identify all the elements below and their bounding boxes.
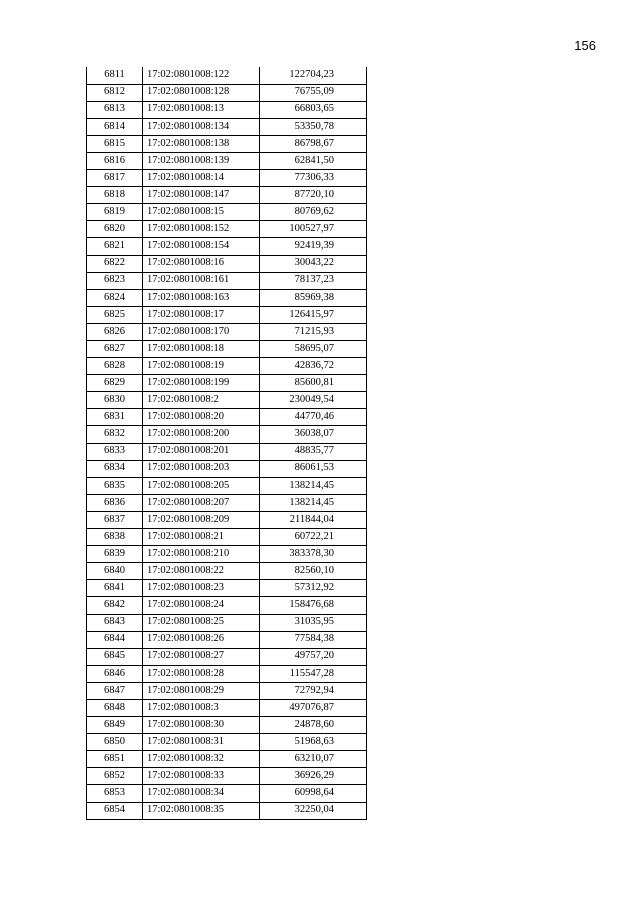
row-number-cell: 6830 [87, 392, 143, 409]
row-number-cell: 6836 [87, 494, 143, 511]
value-cell: 76755,09 [260, 84, 367, 101]
table-row [87, 221, 367, 238]
cadastral-number-cell: 17:02:0801008:21 [143, 529, 260, 546]
cadastral-number-cell: 17:02:0801008:18 [143, 341, 260, 358]
value-cell: 36926,29 [260, 768, 367, 785]
row-number-cell: 6842 [87, 597, 143, 614]
table-row [87, 734, 367, 751]
table-row [87, 187, 367, 204]
cadastral-number-cell: 17:02:0801008:134 [143, 118, 260, 135]
table-row [87, 699, 367, 716]
cadastral-number-cell: 17:02:0801008:199 [143, 375, 260, 392]
cadastral-number-cell: 17:02:0801008:152 [143, 221, 260, 238]
cadastral-number-cell: 17:02:0801008:207 [143, 494, 260, 511]
table-row [87, 494, 367, 511]
cadastral-number-cell: 17:02:0801008:26 [143, 631, 260, 648]
row-number-cell: 6813 [87, 101, 143, 118]
row-number-cell: 6820 [87, 221, 143, 238]
table-row [87, 392, 367, 409]
value-cell: 230049,54 [260, 392, 367, 409]
cadastral-number-cell: 17:02:0801008:13 [143, 101, 260, 118]
row-number-cell: 6819 [87, 204, 143, 221]
cadastral-number-cell: 17:02:0801008:16 [143, 255, 260, 272]
value-cell: 211844,04 [260, 511, 367, 528]
table-row [87, 306, 367, 323]
value-cell: 58695,07 [260, 341, 367, 358]
row-number-cell: 6829 [87, 375, 143, 392]
row-number-cell: 6822 [87, 255, 143, 272]
table-row [87, 631, 367, 648]
value-cell: 63210,07 [260, 751, 367, 768]
row-number-cell: 6850 [87, 734, 143, 751]
cadastral-number-cell: 17:02:0801008:154 [143, 238, 260, 255]
cadastral-number-cell: 17:02:0801008:161 [143, 272, 260, 289]
row-number-cell: 6837 [87, 511, 143, 528]
cadastral-number-cell: 17:02:0801008:201 [143, 443, 260, 460]
page-number: 156 [574, 38, 596, 53]
row-number-cell: 6851 [87, 751, 143, 768]
value-cell: 86798,67 [260, 135, 367, 152]
cadastral-number-cell: 17:02:0801008:128 [143, 84, 260, 101]
row-number-cell: 6839 [87, 546, 143, 563]
cadastral-number-cell: 17:02:0801008:205 [143, 477, 260, 494]
table-row [87, 255, 367, 272]
table-row [87, 768, 367, 785]
table-row [87, 443, 367, 460]
cadastral-number-cell: 17:02:0801008:139 [143, 152, 260, 169]
value-cell: 122704,23 [260, 67, 367, 84]
row-number-cell: 6827 [87, 341, 143, 358]
value-cell: 60722,21 [260, 529, 367, 546]
value-cell: 77306,33 [260, 170, 367, 187]
cadastral-number-cell: 17:02:0801008:28 [143, 665, 260, 682]
table-row [87, 665, 367, 682]
cadastral-number-cell: 17:02:0801008:23 [143, 580, 260, 597]
row-number-cell: 6852 [87, 768, 143, 785]
table-row [87, 289, 367, 306]
value-cell: 85969,38 [260, 289, 367, 306]
table-body [87, 67, 367, 819]
value-cell: 51968,63 [260, 734, 367, 751]
table-row [87, 563, 367, 580]
row-number-cell: 6814 [87, 118, 143, 135]
table-row [87, 529, 367, 546]
cadastral-number-cell: 17:02:0801008:33 [143, 768, 260, 785]
value-cell: 60998,64 [260, 785, 367, 802]
row-number-cell: 6841 [87, 580, 143, 597]
value-cell: 30043,22 [260, 255, 367, 272]
cadastral-number-cell: 17:02:0801008:163 [143, 289, 260, 306]
row-number-cell: 6828 [87, 358, 143, 375]
value-cell: 92419,39 [260, 238, 367, 255]
value-cell: 66803,65 [260, 101, 367, 118]
table-row [87, 238, 367, 255]
cadastral-number-cell: 17:02:0801008:200 [143, 426, 260, 443]
row-number-cell: 6840 [87, 563, 143, 580]
value-cell: 158476,68 [260, 597, 367, 614]
table-row [87, 802, 367, 819]
cadastral-number-cell: 17:02:0801008:210 [143, 546, 260, 563]
row-number-cell: 6846 [87, 665, 143, 682]
table-row [87, 546, 367, 563]
cadastral-number-cell: 17:02:0801008:30 [143, 717, 260, 734]
value-cell: 31035,95 [260, 614, 367, 631]
value-cell: 78137,23 [260, 272, 367, 289]
row-number-cell: 6811 [87, 67, 143, 84]
cadastral-number-cell: 17:02:0801008:2 [143, 392, 260, 409]
cadastral-number-cell: 17:02:0801008:32 [143, 751, 260, 768]
table-row [87, 204, 367, 221]
row-number-cell: 6812 [87, 84, 143, 101]
row-number-cell: 6844 [87, 631, 143, 648]
table-row [87, 409, 367, 426]
table-row [87, 426, 367, 443]
row-number-cell: 6845 [87, 648, 143, 665]
row-number-cell: 6816 [87, 152, 143, 169]
row-number-cell: 6843 [87, 614, 143, 631]
value-cell: 62841,50 [260, 152, 367, 169]
value-cell: 82560,10 [260, 563, 367, 580]
value-cell: 53350,78 [260, 118, 367, 135]
table-row [87, 170, 367, 187]
row-number-cell: 6826 [87, 323, 143, 340]
cadastral-number-cell: 17:02:0801008:20 [143, 409, 260, 426]
cadastral-number-cell: 17:02:0801008:170 [143, 323, 260, 340]
table-row [87, 511, 367, 528]
row-number-cell: 6847 [87, 682, 143, 699]
value-cell: 126415,97 [260, 306, 367, 323]
cadastral-number-cell: 17:02:0801008:147 [143, 187, 260, 204]
row-number-cell: 6823 [87, 272, 143, 289]
value-cell: 86061,53 [260, 460, 367, 477]
value-cell: 85600,81 [260, 375, 367, 392]
table-row [87, 101, 367, 118]
cadastral-number-cell: 17:02:0801008:35 [143, 802, 260, 819]
cadastral-number-cell: 17:02:0801008:14 [143, 170, 260, 187]
cadastral-number-cell: 17:02:0801008:27 [143, 648, 260, 665]
cadastral-number-cell: 17:02:0801008:34 [143, 785, 260, 802]
row-number-cell: 6854 [87, 802, 143, 819]
row-number-cell: 6848 [87, 699, 143, 716]
table-row [87, 135, 367, 152]
row-number-cell: 6818 [87, 187, 143, 204]
row-number-cell: 6821 [87, 238, 143, 255]
row-number-cell: 6838 [87, 529, 143, 546]
registry-table [86, 67, 367, 820]
table-row [87, 648, 367, 665]
cadastral-number-cell: 17:02:0801008:3 [143, 699, 260, 716]
row-number-cell: 6833 [87, 443, 143, 460]
row-number-cell: 6831 [87, 409, 143, 426]
cadastral-number-cell: 17:02:0801008:203 [143, 460, 260, 477]
cadastral-number-cell: 17:02:0801008:17 [143, 306, 260, 323]
cadastral-number-cell: 17:02:0801008:22 [143, 563, 260, 580]
row-number-cell: 6817 [87, 170, 143, 187]
table-row [87, 67, 367, 84]
table-row [87, 341, 367, 358]
cadastral-number-cell: 17:02:0801008:31 [143, 734, 260, 751]
table-row [87, 614, 367, 631]
value-cell: 80769,62 [260, 204, 367, 221]
table-row [87, 358, 367, 375]
value-cell: 32250,04 [260, 802, 367, 819]
value-cell: 72792,94 [260, 682, 367, 699]
table-row [87, 580, 367, 597]
value-cell: 100527,97 [260, 221, 367, 238]
value-cell: 48835,77 [260, 443, 367, 460]
value-cell: 42836,72 [260, 358, 367, 375]
row-number-cell: 6832 [87, 426, 143, 443]
table-row [87, 375, 367, 392]
table-row [87, 84, 367, 101]
row-number-cell: 6835 [87, 477, 143, 494]
table-row [87, 751, 367, 768]
table-row [87, 323, 367, 340]
table-row [87, 460, 367, 477]
value-cell: 138214,45 [260, 494, 367, 511]
table-row [87, 597, 367, 614]
row-number-cell: 6849 [87, 717, 143, 734]
value-cell: 138214,45 [260, 477, 367, 494]
cadastral-number-cell: 17:02:0801008:29 [143, 682, 260, 699]
row-number-cell: 6815 [87, 135, 143, 152]
cadastral-number-cell: 17:02:0801008:138 [143, 135, 260, 152]
cadastral-number-cell: 17:02:0801008:15 [143, 204, 260, 221]
row-number-cell: 6834 [87, 460, 143, 477]
table-row [87, 272, 367, 289]
cadastral-number-cell: 17:02:0801008:19 [143, 358, 260, 375]
table-row [87, 682, 367, 699]
value-cell: 24878,60 [260, 717, 367, 734]
table-row [87, 152, 367, 169]
cadastral-number-cell: 17:02:0801008:25 [143, 614, 260, 631]
value-cell: 497076,87 [260, 699, 367, 716]
row-number-cell: 6824 [87, 289, 143, 306]
table-row [87, 118, 367, 135]
cadastral-number-cell: 17:02:0801008:24 [143, 597, 260, 614]
value-cell: 49757,20 [260, 648, 367, 665]
row-number-cell: 6825 [87, 306, 143, 323]
table-row [87, 477, 367, 494]
table-row [87, 717, 367, 734]
cadastral-number-cell: 17:02:0801008:122 [143, 67, 260, 84]
value-cell: 71215,93 [260, 323, 367, 340]
value-cell: 57312,92 [260, 580, 367, 597]
value-cell: 115547,28 [260, 665, 367, 682]
value-cell: 383378,30 [260, 546, 367, 563]
table-row [87, 785, 367, 802]
cadastral-number-cell: 17:02:0801008:209 [143, 511, 260, 528]
value-cell: 36038,07 [260, 426, 367, 443]
value-cell: 77584,38 [260, 631, 367, 648]
value-cell: 44770,46 [260, 409, 367, 426]
row-number-cell: 6853 [87, 785, 143, 802]
value-cell: 87720,10 [260, 187, 367, 204]
